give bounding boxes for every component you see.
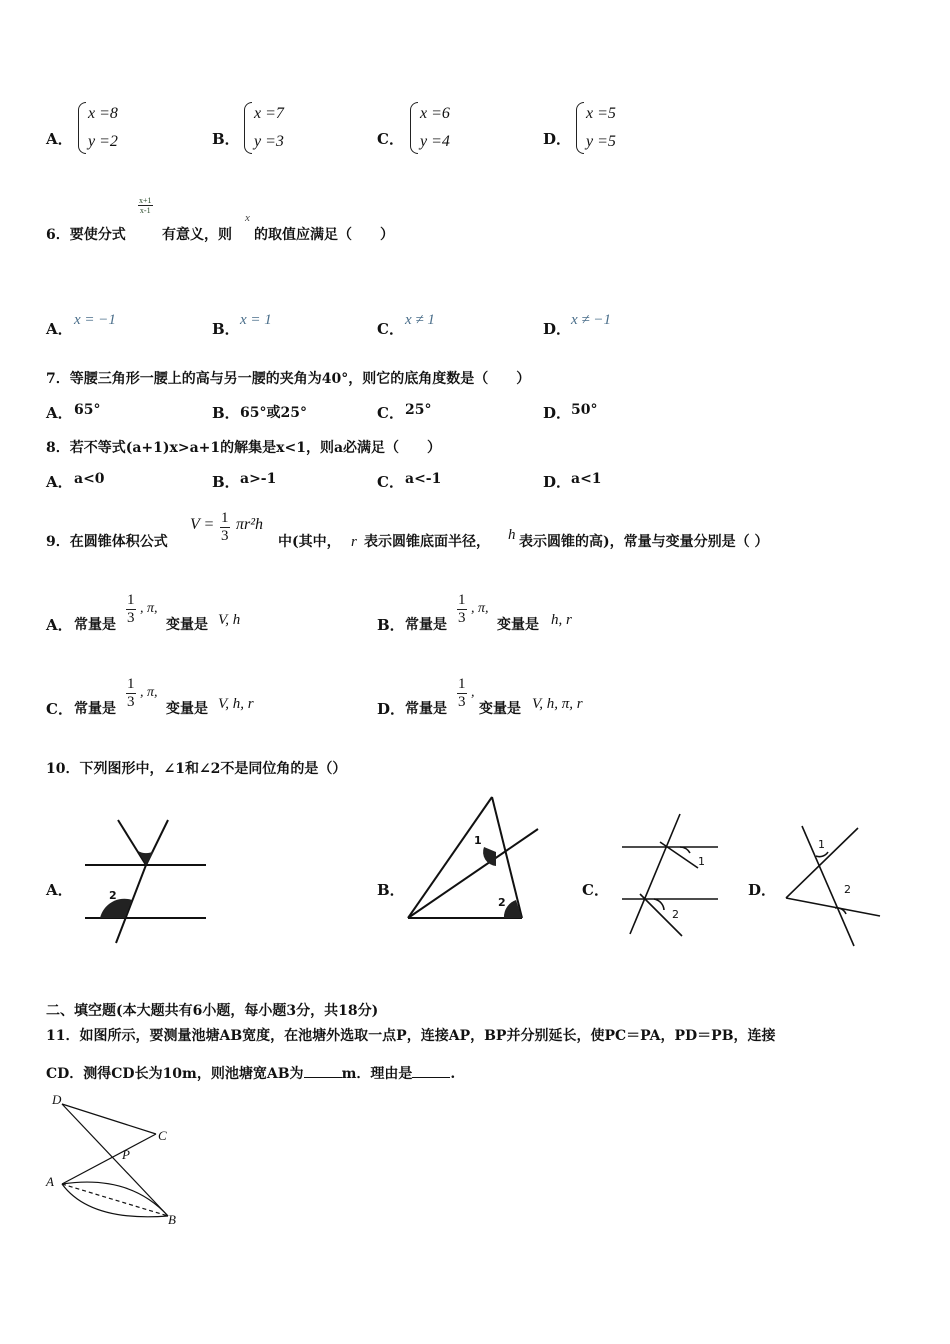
q9-option-d-var-text: 变量是 <box>479 701 521 717</box>
q8-option-c-text: a<-1 <box>405 471 442 487</box>
q9-option-a-const: 常量是 <box>74 617 116 633</box>
q8-option-a-text: a<0 <box>74 471 105 487</box>
q11-answer-blank-1[interactable] <box>304 1077 342 1078</box>
q10-c-angle-1: 1 <box>698 855 705 868</box>
q11-answer-blank-2[interactable] <box>412 1077 450 1078</box>
q9-mid2: 表示圆锥底面半径， <box>364 534 490 550</box>
q10-figure-a <box>80 815 210 950</box>
q7-option-b-text: 65°或25° <box>240 405 307 421</box>
q9-option-c-var-text: 变量是 <box>166 701 208 717</box>
q10-figure-b <box>404 792 546 927</box>
q5-option-b-system <box>244 100 284 156</box>
q10-option-c-label[interactable]: C． <box>582 881 609 899</box>
q10-d-angle-2: 2 <box>844 883 851 896</box>
q7-option-d-label[interactable]: D． <box>543 404 572 422</box>
q9-frac-den: 3 <box>221 528 229 544</box>
q9-option-b-const: 常量是 <box>405 617 447 633</box>
q9-option-d-vars: V, h, π, r <box>532 696 583 712</box>
q9-option-c-const-extra: , π, <box>140 685 158 700</box>
q6-var: x <box>245 212 250 224</box>
q7-option-c-text: 25° <box>405 402 432 418</box>
q5-option-c-label[interactable]: C． <box>377 130 404 148</box>
q10-c-angle-2: 2 <box>672 908 679 921</box>
q11-line-2 <box>46 1063 455 1083</box>
q5-option-c-system <box>410 100 450 156</box>
q9-option-a-label[interactable]: A． <box>46 616 73 634</box>
q8-option-b-text: a>-1 <box>240 471 277 487</box>
q6-middle: 有意义，则 <box>162 227 232 243</box>
q11-label-p: P <box>122 1147 130 1162</box>
q10-figure-d <box>780 822 884 950</box>
q6-frac-den: x-1 <box>139 206 151 215</box>
q9-option-d-frac: $\frac{1}{3}$ <box>458 676 466 710</box>
q5-c-x: x =6 <box>420 105 450 122</box>
q8-option-d-label[interactable]: D． <box>543 473 572 491</box>
q6-prefix: 6．要使分式 <box>46 227 126 243</box>
q9-h: h <box>508 527 516 543</box>
q6-option-a-label[interactable]: A． <box>46 320 73 338</box>
q9-option-b-var-text: 变量是 <box>497 617 539 633</box>
q9-option-b-vars: h, r <box>551 612 572 628</box>
q10-option-b-label[interactable]: B． <box>377 881 405 899</box>
q11-line-1: 11．如图所示，要测量池塘AB宽度，在池塘外选取一点P，连接AP，BP并分别延长，使PC＝PA，PD＝PB，连接 <box>46 1028 776 1044</box>
q9-option-d-const: 常量是 <box>405 701 447 717</box>
q9-frac-num: 1 <box>221 510 229 526</box>
q11-line-2-a: CD．测得CD长为10m，则池塘宽AB为 <box>46 1066 304 1082</box>
q11-line-2-b: m．理由是 <box>341 1066 413 1082</box>
q9-option-b-label[interactable]: B． <box>377 616 405 634</box>
q10-d-angle-1: 1 <box>818 838 825 851</box>
q6-fraction <box>138 196 153 215</box>
q6-option-d-math: x ≠ −1 <box>571 312 612 328</box>
q5-option-a-label[interactable]: A． <box>46 130 73 148</box>
q10-b-angle-1: 1 <box>474 834 482 847</box>
q9-suffix: 表示圆锥的高)，常量与变量分别是（ ） <box>519 534 769 550</box>
q9-option-d-const-extra: , <box>471 685 475 700</box>
q5-option-b-label[interactable]: B． <box>212 130 240 148</box>
q9-option-b-frac: $\frac{1}{3}$ <box>458 592 466 626</box>
q9-option-b-const-extra: , π, <box>471 601 489 616</box>
q10-option-d-label[interactable]: D． <box>748 881 777 899</box>
q9-option-a-vars: V, h <box>218 612 241 628</box>
q7-option-d-text: 50° <box>571 402 598 418</box>
q5-option-a-system <box>78 100 118 156</box>
q10-stem: 10．下列图形中，∠1和∠2不是同位角的是（） <box>46 761 347 777</box>
q5-option-d-label[interactable]: D． <box>543 130 572 148</box>
q9-option-c-label[interactable]: C． <box>46 700 73 718</box>
q11-label-c: C <box>158 1128 167 1143</box>
q5-d-x: x =5 <box>586 105 616 122</box>
q6-option-c-label[interactable]: C． <box>377 320 404 338</box>
q5-d-y: y =5 <box>586 133 616 150</box>
q11-figure <box>40 1088 190 1228</box>
q7-option-b-label[interactable]: B． <box>212 404 240 422</box>
q9-option-c-frac: $\frac{1}{3}$ <box>127 676 135 710</box>
q6-option-c-math: x ≠ 1 <box>405 312 435 328</box>
q7-option-c-label[interactable]: C． <box>377 404 404 422</box>
q9-formula-rhs: πr²h <box>236 516 264 533</box>
q5-b-x: x =7 <box>254 105 284 122</box>
q6-option-d-label[interactable]: D． <box>543 320 572 338</box>
q5-option-d-system <box>576 100 616 156</box>
q9-option-a-var-text: 变量是 <box>166 617 208 633</box>
q9-option-c-const: 常量是 <box>74 701 116 717</box>
q9-formula-lhs: V = <box>190 516 215 533</box>
q11-label-a: A <box>46 1174 54 1189</box>
q5-a-y: y =2 <box>88 133 118 150</box>
section-2-title: 二、填空题(本大题共有6小题，每小题3分，共18分) <box>46 1003 379 1019</box>
q8-option-c-label[interactable]: C． <box>377 473 404 491</box>
q9-option-c-vars: V, h, r <box>218 696 254 712</box>
q10-option-a-label[interactable]: A． <box>46 881 73 899</box>
q11-label-b: B <box>168 1212 176 1227</box>
q6-option-b-label[interactable]: B． <box>212 320 240 338</box>
q6-option-b-math: x = 1 <box>240 312 272 328</box>
q10-a-angle-1: 1 <box>142 833 150 846</box>
q6-frac-num: x+1 <box>139 196 152 205</box>
q5-b-y: y =3 <box>254 133 284 150</box>
q10-a-angle-2: 2 <box>109 889 117 902</box>
q8-stem: 8．若不等式(a+1)x>a+1的解集是x<1，则a必满足（ ） <box>46 440 442 456</box>
q11-line-2-c: . <box>450 1066 456 1082</box>
q9-option-a-const-extra: , π, <box>140 601 158 616</box>
q11-label-d: D <box>52 1092 62 1107</box>
q9-formula-fraction <box>220 510 230 545</box>
q9-prefix: 9．在圆锥体积公式 <box>46 534 168 550</box>
q5-c-y: y =4 <box>420 133 450 150</box>
q8-option-a-label[interactable]: A． <box>46 473 73 491</box>
q9-option-a-frac: $\frac{1}{3}$ <box>127 592 135 626</box>
q8-option-d-text: a<1 <box>571 471 602 487</box>
q8-option-b-label[interactable]: B． <box>212 473 240 491</box>
q9-r: r <box>351 534 357 550</box>
q7-option-a-text: 65° <box>74 402 101 418</box>
q10-b-angle-2: 2 <box>498 896 506 909</box>
q6-suffix: 的取值应满足（ ） <box>254 227 394 243</box>
q7-stem: 7．等腰三角形一腰上的高与另一腰的夹角为40°，则它的底角度数是（ ） <box>46 371 531 387</box>
q5-a-x: x =8 <box>88 105 118 122</box>
q10-figure-c <box>620 812 722 940</box>
q9-option-d-label[interactable]: D． <box>377 700 406 718</box>
q9-mid1: 中(其中， <box>278 534 341 550</box>
q6-option-a-math: x = −1 <box>74 312 116 328</box>
q7-option-a-label[interactable]: A． <box>46 404 73 422</box>
